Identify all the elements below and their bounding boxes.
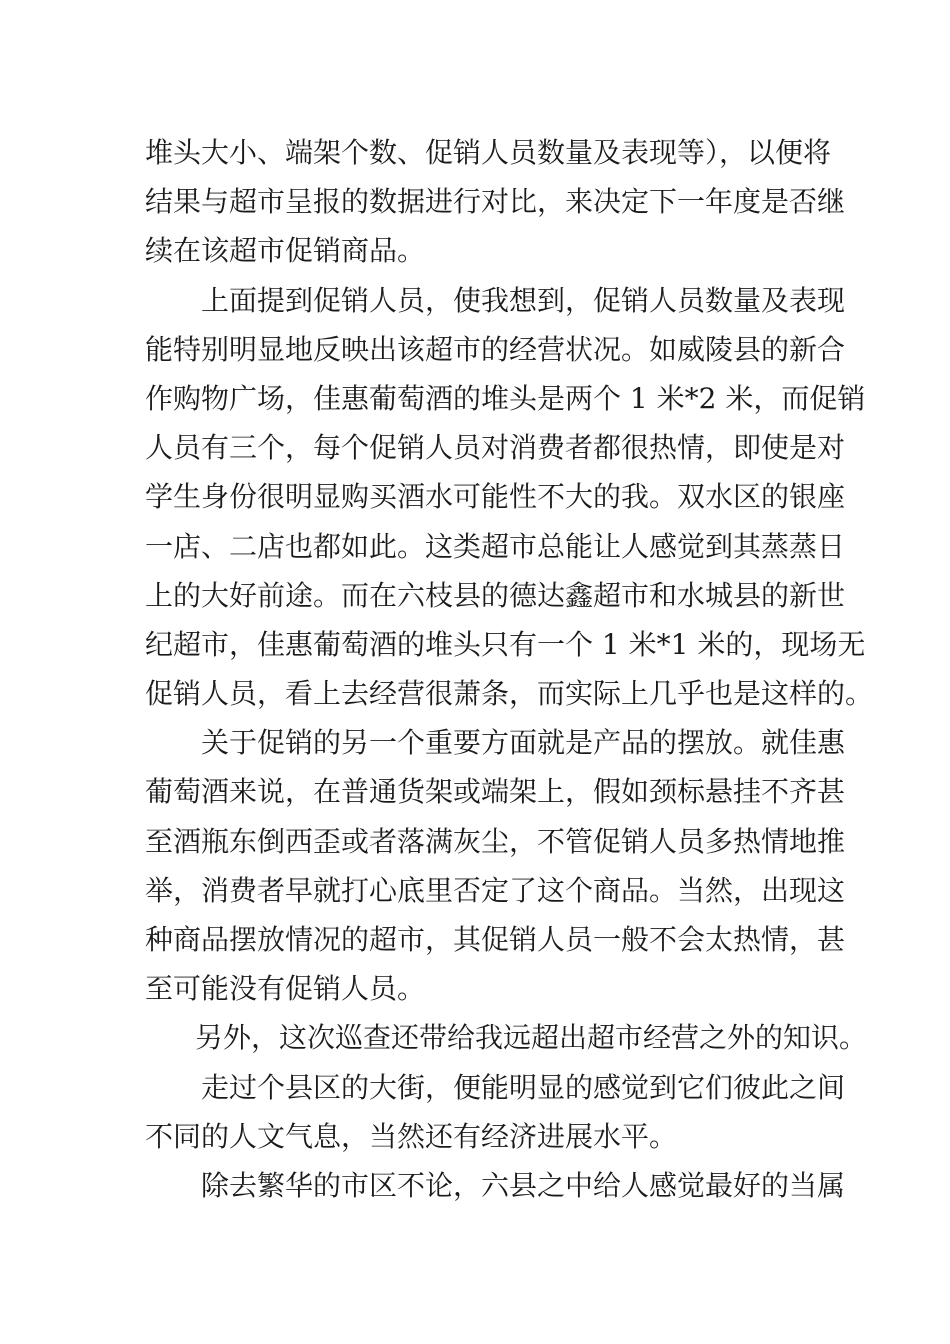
text-line: 作购物广场，佳惠葡萄酒的堆头是两个 1 米*2 米，而促销 (145, 381, 866, 415)
paragraph-first-line: 走过个县区的大街，便能明显的感觉到它们彼此之间 (201, 1070, 846, 1104)
text-line: 人员有三个，每个促销人员对消费者都很热情，即使是对 (145, 431, 846, 465)
text-line: 上的大好前途。而在六枝县的德达鑫超市和水城县的新世 (145, 578, 846, 612)
paragraph-first-line: 上面提到促销人员，使我想到，促销人员数量及表现 (201, 283, 846, 317)
paragraph-first-line: 关于促销的另一个重要方面就是产品的摆放。就佳惠 (201, 726, 846, 760)
paragraph-first-line: 另外，这次巡查还带给我远超出超市经营之外的知识。 (195, 1021, 868, 1055)
text-line: 纪超市，佳惠葡萄酒的堆头只有一个 1 米*1 米的，现场无 (145, 627, 866, 661)
text-line: 结果与超市呈报的数据进行对比，来决定下一年度是否继 (145, 185, 846, 219)
text-line: 能特别明显地反映出该超市的经营状况。如威陵县的新合 (145, 332, 846, 366)
text-line: 葡萄酒来说，在普通货架或端架上，假如颈标悬挂不齐甚 (145, 775, 846, 809)
text-line: 至酒瓶东倒西歪或者落满灰尘，不管促销人员多热情地推 (145, 824, 846, 858)
text-line: 种商品摆放情况的超市，其促销人员一般不会太热情，甚 (145, 923, 846, 956)
text-line: 至可能没有促销人员。 (145, 972, 426, 1006)
body-text (145, 128, 874, 1210)
text-line: 续在该超市促销商品。 (145, 234, 426, 268)
text-line: 举，消费者早就打心底里否定了这个商品。当然，出现这 (145, 873, 846, 907)
text-line: 一店、二店也都如此。这类超市总能让人感觉到其蒸蒸日 (145, 529, 846, 563)
text-line: 促销人员，看上去经营很萧条，而实际上几乎也是这样的。 (145, 677, 874, 711)
text-line: 不同的人文气息，当然还有经济进展水平。 (145, 1119, 678, 1153)
text-line: 学生身份很明显购买酒水可能性不大的我。双水区的银座 (145, 480, 846, 514)
paragraph-first-line: 除去繁华的市区不论，六县之中给人感觉最好的当属 (201, 1168, 846, 1202)
text-line: 堆头大小、端架个数、促销人员数量及表现等），以便将 (145, 136, 832, 169)
